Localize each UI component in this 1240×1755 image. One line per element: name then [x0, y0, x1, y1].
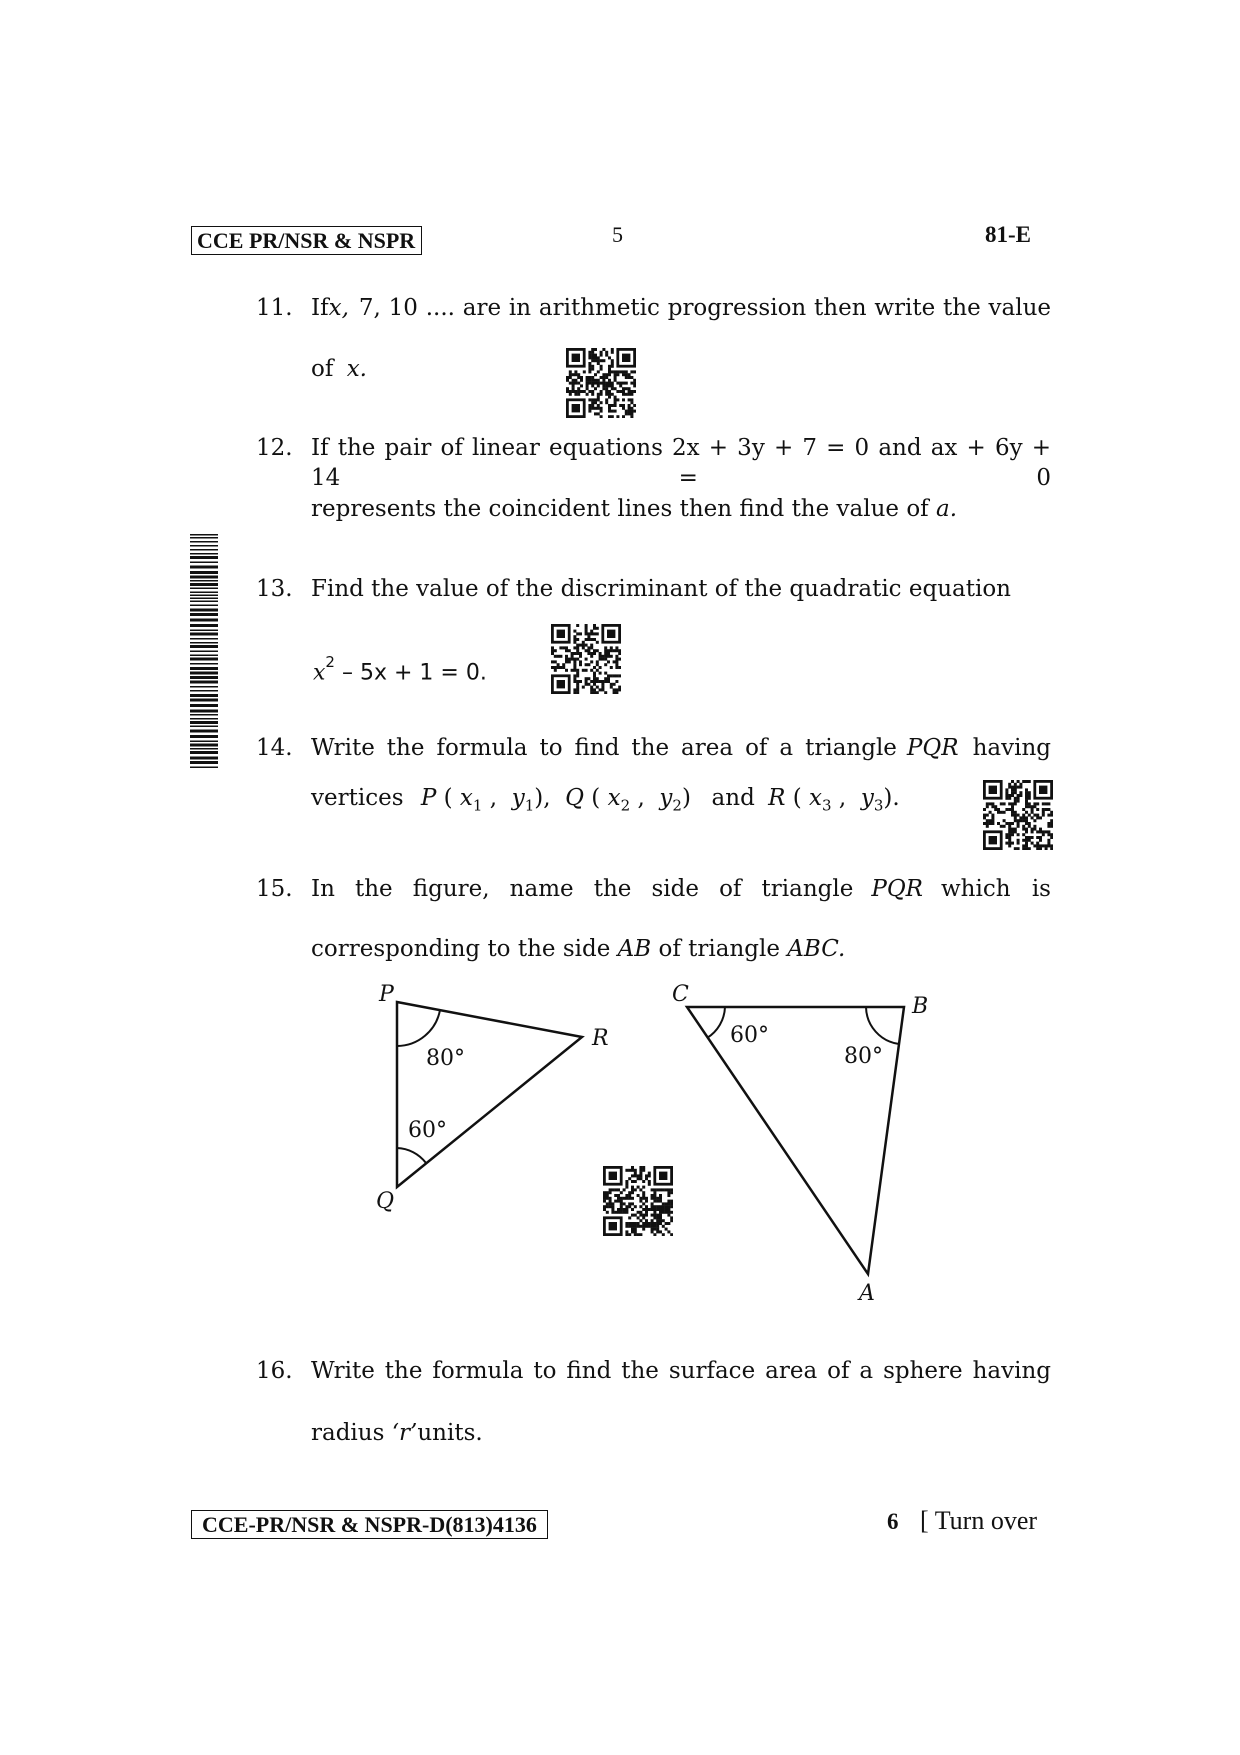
- turn-over-bracket: [: [920, 1506, 929, 1535]
- vertex-c-label: C: [672, 982, 689, 1007]
- q15-of-triangle: of triangle: [658, 936, 780, 962]
- paper-code: 81-E: [985, 222, 1031, 247]
- footer-code-box: CCE-PR/NSR & NSPR-D(813)4136: [191, 1510, 548, 1539]
- question-15-line2: [311, 934, 845, 964]
- question-16-line1: Write the formula to find the surface area of a sphere having: [311, 1358, 1051, 1384]
- angle-p-arc: [397, 1010, 440, 1046]
- q14-text: Write the formula to find the area of a triangle: [311, 735, 897, 761]
- question-14-line1: [311, 733, 1051, 763]
- q11-var-x: x,: [328, 295, 349, 321]
- question-16-line2: [311, 1418, 483, 1448]
- turn-over-text: Turn over: [934, 1506, 1038, 1535]
- question-14-line2: vertices P ( $x_1$ , $y_1$), Q ( $x_2$ , $y_2$) and R ( $x_3$ , $y_3$).: [311, 785, 900, 815]
- q13-exponent: 2: [325, 653, 335, 671]
- qr-code-q14: [983, 780, 1053, 850]
- q13-rest: – 5x + 1 = 0.: [341, 660, 487, 686]
- vertex-r-label: R: [592, 1026, 609, 1051]
- q16-units: units.: [417, 1420, 483, 1446]
- q15-tri: PQR: [871, 876, 923, 902]
- q14-tri: PQR: [906, 735, 959, 761]
- question-12-number: 12.: [256, 435, 293, 461]
- triangle-pqr-shape: [397, 1002, 582, 1187]
- qr-code-q13: [551, 624, 621, 694]
- question-14-number: 14.: [256, 735, 293, 761]
- triangle-pqr: [376, 982, 609, 1214]
- qr-code-q15: [603, 1166, 673, 1236]
- question-15-line1: [311, 874, 1051, 904]
- q16-var-r: ‘r’: [391, 1420, 418, 1446]
- q11-x: x.: [346, 356, 367, 382]
- angle-c-arc: [707, 1007, 725, 1038]
- q11-of: of: [311, 356, 334, 382]
- question-11-line1: [311, 293, 1051, 323]
- vertex-a-label: A: [859, 1281, 875, 1300]
- question-11-line2: [311, 354, 367, 384]
- sheet-number: 6: [887, 1509, 899, 1534]
- page-number: 5: [612, 222, 623, 247]
- q11-text: 7, 10 .... are in arithmetic progression then write the value: [358, 295, 1051, 321]
- question-11-number: 11.: [256, 295, 293, 321]
- q15-text: In the figure, name the side of triangle: [311, 876, 854, 902]
- q14-and: and: [711, 785, 755, 811]
- q14-vertices: vertices: [311, 785, 404, 811]
- q13-x: x: [313, 660, 326, 686]
- qr-code-q11: [566, 348, 636, 418]
- q16-radius: radius: [311, 1420, 385, 1446]
- question-13-equation: [313, 651, 487, 688]
- vertex-q-label: Q: [376, 1189, 395, 1214]
- vertex-b-label: B: [912, 994, 929, 1019]
- question-13-line1: Find the value of the discriminant of the quadratic equation: [311, 576, 1011, 602]
- question-12-line2: [311, 494, 957, 524]
- triangle-abc: [672, 982, 928, 1300]
- q11-if: If: [311, 295, 329, 321]
- angle-q-label: 60°: [408, 1118, 447, 1143]
- side-barcode: [190, 534, 218, 772]
- angle-b-arc: [866, 1007, 899, 1044]
- question-12-line1: If the pair of linear equations 2x + 3y + 7 = 0 and ax + 6y + 14 = 0: [311, 435, 1051, 491]
- question-13-number: 13.: [256, 576, 293, 602]
- triangles-figure: [360, 980, 960, 1300]
- turn-over: [920, 1506, 1037, 1536]
- angle-q-arc: [397, 1148, 426, 1163]
- vertex-p-label: P: [379, 982, 394, 1007]
- question-15-number: 15.: [256, 876, 293, 902]
- question-16-number: 16.: [256, 1358, 293, 1384]
- q15-text2: corresponding to the side: [311, 936, 611, 962]
- q12-var-a: a.: [936, 496, 958, 522]
- angle-p-label: 80°: [426, 1046, 465, 1071]
- header-code-box: CCE PR/NSR & NSPR: [191, 226, 422, 255]
- q12-text: represents the coincident lines then find the value of: [311, 496, 929, 522]
- q15-abc: ABC.: [787, 936, 846, 962]
- angle-c-label: 60°: [730, 1023, 769, 1048]
- q15-which-is: which is: [941, 876, 1051, 902]
- q15-side: AB: [617, 936, 652, 962]
- q14-having: having: [972, 735, 1051, 761]
- angle-b-label: 80°: [844, 1044, 883, 1069]
